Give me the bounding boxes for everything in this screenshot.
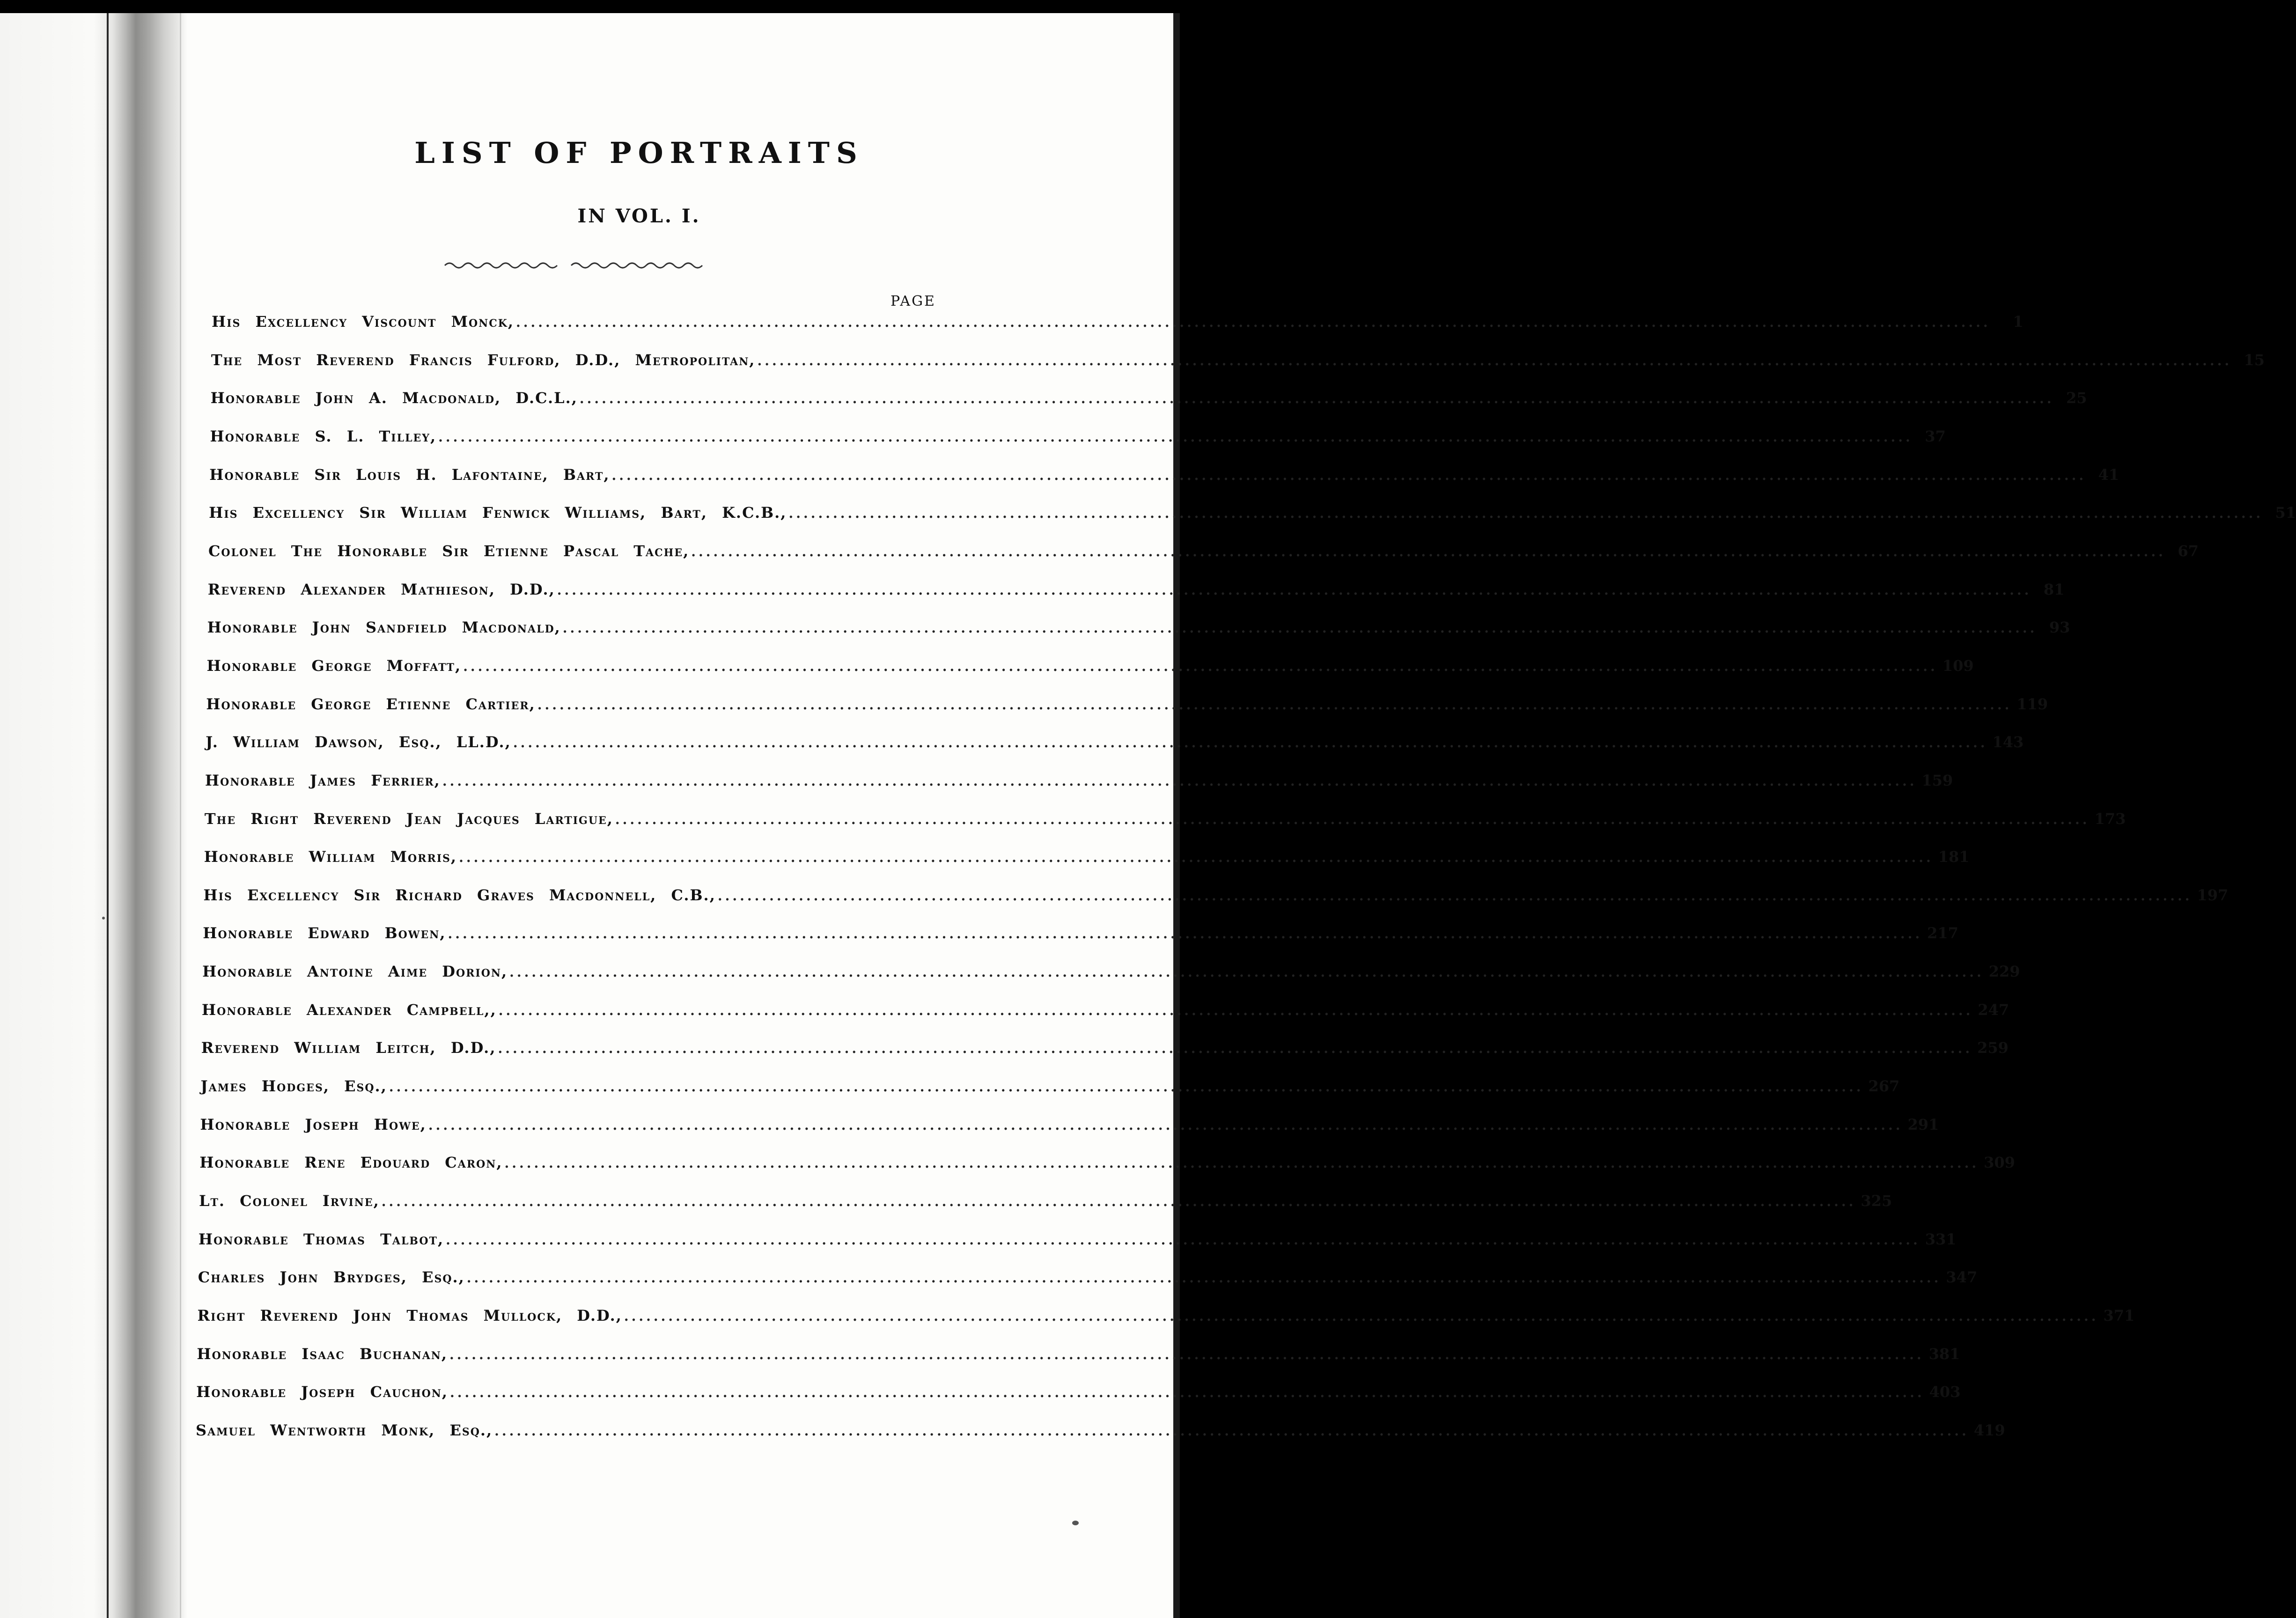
dot-leader: ........................................................................................................................................................................................................: [450, 1385, 1925, 1401]
page-number: 197: [2197, 886, 2229, 904]
portrait-entry: [200, 1077, 1900, 1102]
portrait-entry: [200, 1115, 1939, 1140]
page-subtitle: IN VOL. I.: [577, 205, 701, 227]
dot-leader: ........................................................................................................................................................................................................: [516, 315, 1991, 330]
dot-leader: ........................................................................................................................................................................................................: [438, 429, 1913, 445]
page-number: 41: [2098, 465, 2119, 484]
portrait-name: Honorable William Morris,: [204, 848, 457, 866]
page-column-header: PAGE: [890, 293, 936, 309]
portrait-name: James Hodges, Esq.,: [200, 1077, 387, 1096]
portrait-name: Honorable James Ferrier,: [205, 771, 441, 789]
page-number: 403: [1929, 1383, 1961, 1401]
page-number: 119: [2016, 695, 2048, 713]
page-number: 37: [1925, 427, 1946, 445]
dot-leader: ........................................................................................................................................................................................................: [498, 1041, 1973, 1057]
portrait-entry: [210, 427, 1946, 452]
page-number: 325: [1861, 1192, 1892, 1210]
dot-leader: ........................................................................................................................................................................................................: [615, 811, 2090, 827]
page-number: 247: [1978, 1000, 2009, 1019]
portrait-name: Honorable George Moffatt,: [206, 656, 462, 675]
portrait-list: [0, 13, 2296, 1618]
portrait-name: Honorable Alexander Campbell,,: [201, 1000, 497, 1019]
portrait-name: Honorable Joseph Howe,: [200, 1115, 427, 1133]
page-number: 331: [1925, 1230, 1957, 1248]
portrait-entry: [199, 1192, 1892, 1216]
dot-leader: ........................................................................................................................................................................................................: [624, 1309, 2099, 1324]
portrait-entry: [212, 313, 2024, 337]
portrait-entry: [209, 504, 2296, 528]
portrait-entry: [199, 1154, 2015, 1178]
portrait-entry: [203, 886, 2229, 911]
portrait-entry: [201, 1000, 2009, 1025]
portrait-entry: [198, 1230, 1957, 1255]
dot-leader: ........................................................................................................................................................................................................: [449, 1346, 1924, 1362]
dot-leader: ........................................................................................................................................................................................................: [757, 353, 2232, 368]
page-number: 267: [1868, 1077, 1900, 1096]
dot-leader: ........................................................................................................................................................................................................: [562, 620, 2038, 636]
portrait-name: Samuel Wentworth Monk, Esq.,: [196, 1421, 493, 1439]
portrait-entry: [198, 1268, 1978, 1293]
page-number: 159: [1921, 771, 1953, 789]
page-number: 291: [1907, 1115, 1939, 1133]
portrait-entry: [201, 1039, 2009, 1063]
page-number: 1: [2013, 313, 2024, 331]
portrait-name: Charles John Brydges, Esq.,: [198, 1268, 465, 1287]
portrait-name: Honorable Antoine Aime Dorion,: [202, 963, 508, 981]
dot-leader: ........................................................................................................................................................................................................: [389, 1079, 1864, 1095]
portrait-entry: [196, 1421, 2005, 1446]
portrait-entry: [205, 771, 1953, 796]
portrait-name: Honorable S. L. Tilley,: [210, 427, 437, 445]
portrait-entry: [211, 351, 2265, 375]
portrait-name: Honorable Thomas Talbot,: [198, 1230, 444, 1248]
page-number: 229: [1988, 963, 2020, 981]
page-number: 371: [2103, 1307, 2135, 1325]
portrait-name: Honorable George Etienne Cartier,: [206, 695, 536, 713]
page-number: 109: [1942, 656, 1974, 675]
portrait-name: His Excellency Viscount Monck,: [212, 313, 515, 331]
portrait-name: His Excellency Sir William Fenwick Williams, Bart, K.C.B.,: [209, 504, 787, 522]
portrait-name: Honorable John Sandfield Macdonald,: [207, 618, 561, 637]
dot-leader: ........................................................................................................................................................................................................: [557, 582, 2032, 598]
portrait-name: J. William Dawson, Esq., LL.D.,: [206, 733, 511, 751]
page-number: 181: [1938, 848, 1970, 866]
dot-leader: ........................................................................................................................................................................................................: [788, 506, 2264, 522]
dot-leader: ........................................................................................................................................................................................................: [463, 658, 1938, 674]
portrait-name: Colonel The Honorable Sir Etienne Pascal Tache,: [208, 542, 690, 560]
page-number: 81: [2043, 580, 2065, 598]
dot-leader: ........................................................................................................................................................................................................: [611, 467, 2087, 483]
dot-leader: ........................................................................................................................................................................................................: [466, 1270, 1942, 1286]
portrait-name: Lt. Colonel Irvine,: [199, 1192, 380, 1210]
portrait-name: Honorable Rene Edouard Caron,: [199, 1154, 503, 1172]
portrait-name: Honorable Edward Bowen,: [203, 924, 446, 942]
dot-leader: ........................................................................................................................................................................................................: [428, 1117, 1903, 1133]
book-page: [0, 13, 2296, 1618]
dot-leader: ........................................................................................................................................................................................................: [381, 1194, 1856, 1210]
portrait-name: Right Reverend John Thomas Mullock, D.D.,: [197, 1307, 622, 1325]
portrait-name: The Most Reverend Francis Fulford, D.D., Metropolitan,: [211, 351, 756, 369]
page-number: 143: [1992, 733, 2024, 751]
page-number: 217: [1927, 924, 1958, 942]
dot-leader: ........................................................................................................................................................................................................: [498, 1002, 1973, 1018]
portrait-entry: [197, 1307, 2135, 1331]
dot-leader: ........................................................................................................................................................................................................: [459, 850, 1934, 866]
dot-leader: ........................................................................................................................................................................................................: [537, 697, 2012, 713]
portrait-name: Honorable John A. Macdonald, D.C.L.,: [210, 389, 578, 407]
portrait-entry: [209, 465, 2119, 490]
portrait-entry: [206, 695, 2048, 720]
portrait-name: Reverend Alexander Mathieson, D.D.,: [207, 580, 555, 598]
dot-leader: ........................................................................................................................................................................................................: [504, 1155, 1980, 1171]
ink-speck: [102, 917, 105, 919]
page-number: 309: [1984, 1154, 2015, 1172]
portrait-name: Reverend William Leitch, D.D.,: [201, 1039, 496, 1057]
page-number: 381: [1928, 1345, 1960, 1363]
portrait-entry: [204, 848, 1970, 872]
portrait-entry: [202, 963, 2020, 987]
page-number: 93: [2049, 618, 2070, 637]
dot-leader: ........................................................................................................................................................................................................: [717, 888, 2193, 904]
portrait-entry: [207, 618, 2070, 643]
page-title: LIST OF PORTRAITS: [414, 136, 864, 170]
portrait-entry: [196, 1383, 1961, 1407]
page-number: 419: [1973, 1421, 2005, 1439]
ink-speck: [1072, 1521, 1079, 1525]
page-number: 259: [1977, 1039, 2009, 1057]
portrait-name: Honorable Isaac Buchanan,: [197, 1345, 448, 1363]
portrait-entry: [207, 580, 2065, 605]
dot-leader: ........................................................................................................................................................................................................: [509, 964, 1984, 980]
portrait-entry: [204, 809, 2126, 834]
portrait-entry: [206, 656, 1974, 681]
portrait-entry: [203, 924, 1958, 949]
portrait-entry: [208, 542, 2199, 566]
portrait-entry: [197, 1345, 1960, 1369]
page-number: 25: [2066, 389, 2087, 407]
dot-leader: ........................................................................................................................................................................................................: [446, 1232, 1921, 1248]
portrait-name: Honorable Sir Louis H. Lafontaine, Bart,: [209, 465, 610, 484]
page-number: 15: [2244, 351, 2265, 369]
page-number: 51: [2275, 504, 2296, 522]
portrait-name: Honorable Joseph Cauchon,: [196, 1383, 449, 1401]
dot-leader: ........................................................................................................................................................................................................: [494, 1423, 1969, 1439]
page-number: 347: [1946, 1268, 1978, 1287]
portrait-name: His Excellency Sir Richard Graves Macdonnell, C.B.,: [203, 886, 716, 904]
portrait-entry: [210, 389, 2087, 413]
portrait-name: The Right Reverend Jean Jacques Lartigue,: [204, 809, 613, 828]
dot-leader: ........................................................................................................................................................................................................: [513, 735, 1988, 751]
dot-leader: ........................................................................................................................................................................................................: [579, 391, 2054, 407]
dot-leader: ........................................................................................................................................................................................................: [691, 544, 2166, 559]
page-number: 67: [2178, 542, 2199, 560]
page-number: 173: [2094, 809, 2126, 828]
portrait-entry: [206, 733, 2024, 758]
dot-leader: ........................................................................................................................................................................................................: [448, 926, 1923, 942]
dot-leader: ........................................................................................................................................................................................................: [442, 773, 1917, 789]
